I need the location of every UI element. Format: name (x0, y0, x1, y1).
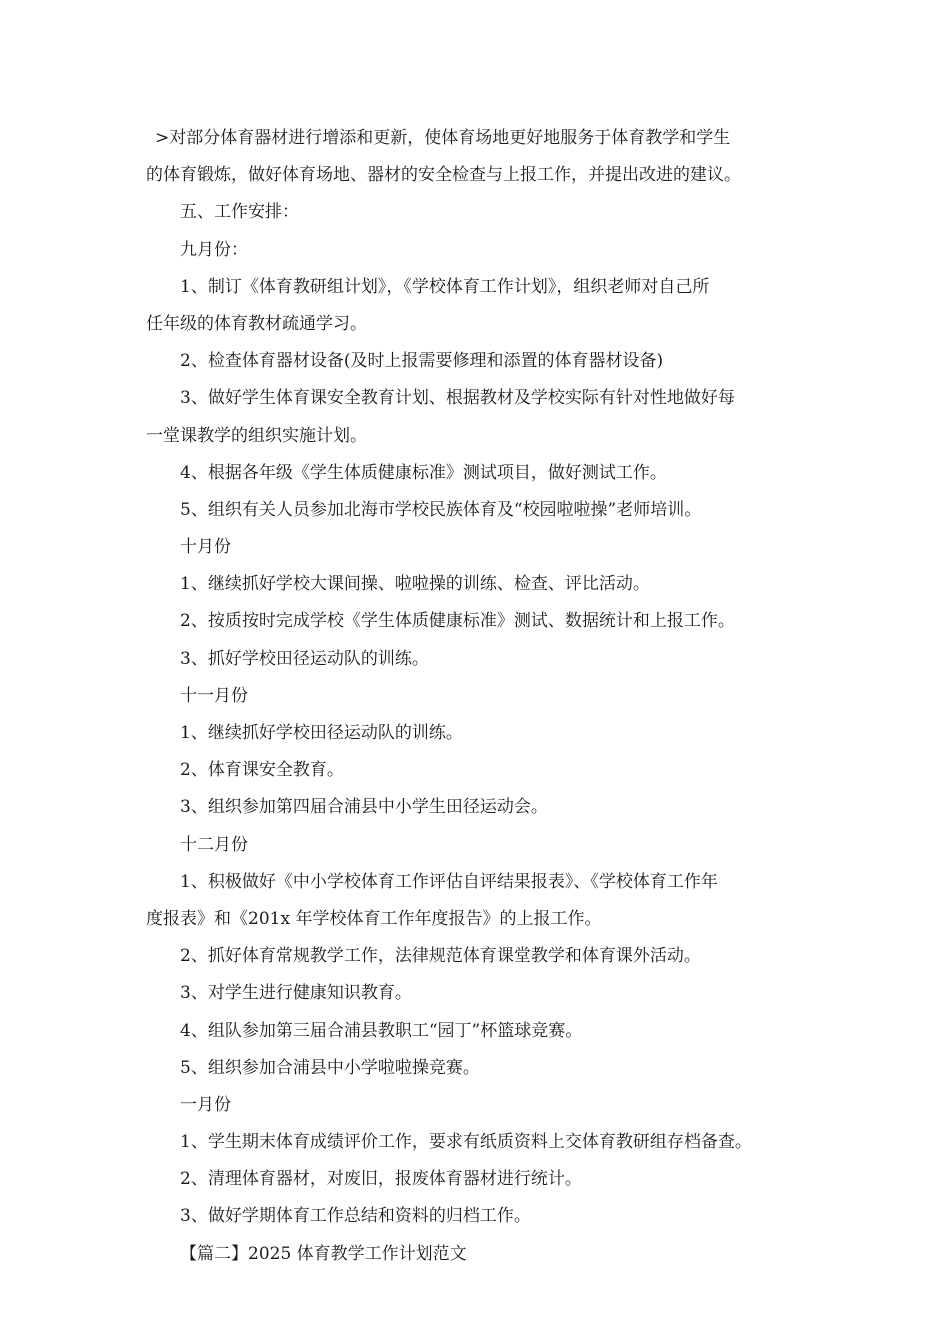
text-line: 1、继续抓好学校田径运动队的训练。 (180, 723, 463, 743)
text-line: 2、抓好体育常规教学工作，法律规范体育课堂教学和体育课外活动。 (180, 946, 701, 967)
text-line: 2、检查体育器材设备(及时上报需要修理和添置的体育器材设备) (180, 351, 664, 372)
text-line: 五、工作安排： (180, 202, 299, 223)
text-line: 一月份 (180, 1094, 231, 1115)
text-line: 4、组队参加第三届合浦县教职工“园丁”杯篮球竞赛。 (180, 1020, 583, 1041)
text-line: 2、清理体育器材，对废旧，报废体育器材进行统计。 (180, 1169, 582, 1190)
text-line: 1、继续抓好学校大课间操、啦啦操的训练、检查、评比活动。 (180, 574, 650, 595)
text-line: 3、抓好学校田径运动队的训练。 (180, 648, 429, 669)
text-line: 1、制订《体育教研组计划》，《学校体育工作计划》，组织老师对自己所 (180, 276, 710, 297)
text-line: 度报表》和《201x 年学校体育工作年度报告》的上报工作。 (146, 908, 602, 929)
text-line: 一堂课教学的组织实施计划。 (146, 425, 367, 446)
text-line: 任年级的体育教材疏通学习。 (146, 313, 367, 334)
text-line: 1、积极做好《中小学校体育工作评估自评结果报表》、《学校体育工作年 (180, 871, 718, 892)
text-line: 3、做好学期体育工作总结和资料的归档工作。 (180, 1206, 531, 1227)
text-line: 【篇二】2025 体育教学工作计划范文 (180, 1243, 467, 1264)
text-line: 3、对学生进行健康知识教育。 (180, 983, 412, 1004)
text-line: 3、做好学生体育课安全教育计划、根据教材及学校实际有针对性地做好每 (180, 388, 735, 409)
text-line: 十一月份 (180, 685, 248, 706)
text-line: 1、学生期末体育成绩评价工作，要求有纸质资料上交体育教研组存档备查。 (180, 1132, 752, 1153)
text-line: 5、组织参加合浦县中小学啦啦操竞赛。 (180, 1057, 480, 1078)
text-line: 的体育锻炼，做好体育场地、器材的安全检查与上报工作，并提出改进的建议。 (146, 165, 741, 186)
text-line: 2、体育课安全教育。 (180, 760, 344, 781)
text-line: 3、组织参加第四届合浦县中小学生田径运动会。 (180, 797, 548, 818)
text-line: 九月份： (180, 239, 248, 260)
text-line: 十月份 (180, 537, 231, 558)
text-line: >对部分体育器材进行增添和更新，使体育场地更好地服务于体育教学和学生 (155, 128, 731, 148)
text-line: 4、根据各年级《学生体质健康标准》测试项目，做好测试工作。 (180, 462, 667, 483)
text-line: 5、组织有关人员参加北海市学校民族体育及“校园啦啦操”老师培训。 (180, 499, 702, 520)
text-line: 十二月份 (180, 834, 248, 855)
text-line: 2、按质按时完成学校《学生体质健康标准》测试、数据统计和上报工作。 (180, 611, 735, 632)
document-body (146, 120, 836, 1273)
